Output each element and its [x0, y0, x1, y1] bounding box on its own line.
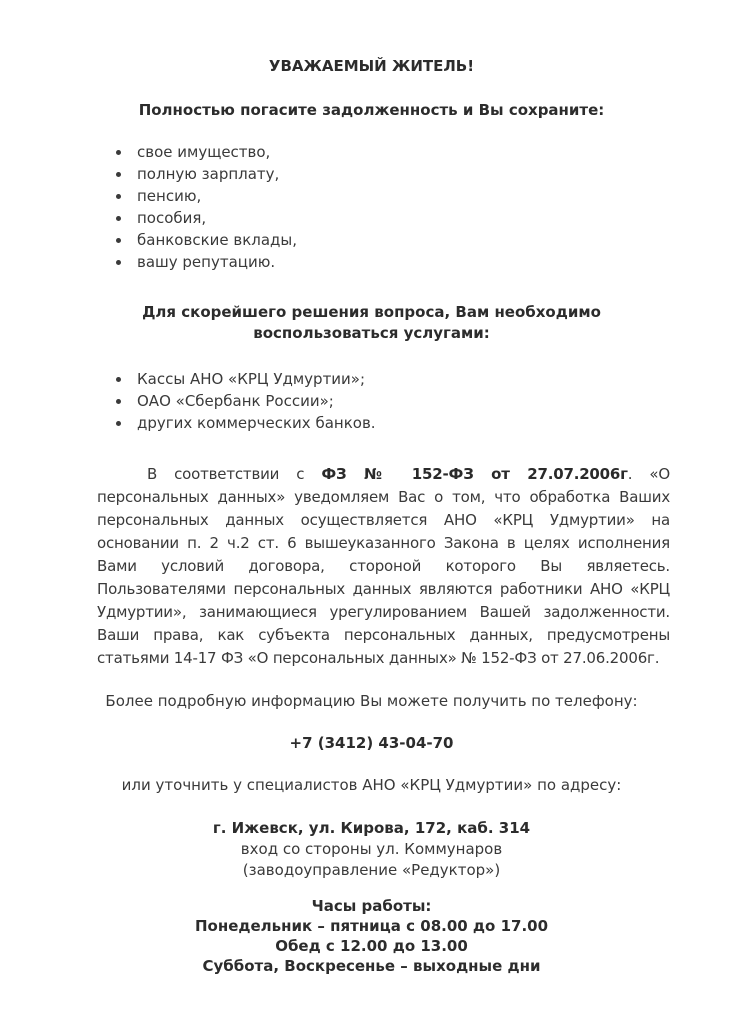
benefits-list: [112, 141, 297, 273]
working-hours: [0, 896, 743, 976]
paragraph-text: В соответствии с: [147, 465, 322, 483]
personal-data-paragraph: [97, 463, 670, 670]
list-item: вашу репутацию.: [112, 251, 297, 273]
paragraph-text: . «О: [627, 465, 670, 483]
hours-weekend: Суббота, Воскресенье – выходные дни: [202, 957, 541, 975]
list-item: банковские вклады,: [112, 229, 297, 251]
subtitle: Полностью погасите задолженность и Вы сохраните:: [138, 101, 605, 119]
services-heading-line: воспользоваться услугами:: [253, 324, 490, 342]
paragraph-line: Вами условий договора, стороной которого Вы являетесь.: [97, 557, 670, 575]
hours-heading: Часы работы:: [311, 897, 432, 915]
address-intro: или уточнить у специалистов АНО «КРЦ Удмуртии» по адресу:: [121, 776, 622, 794]
paragraph-line: Удмуртии», занимающиеся урегулированием Вашей задолженности.: [97, 603, 670, 621]
paragraph-line: статьями 14-17 ФЗ «О персональных данных» № 152-ФЗ от 27.06.2006г.: [97, 649, 660, 667]
list-item: ОАО «Сбербанк России»;: [112, 390, 376, 412]
paragraph-line: Ваши права, как субъекта персональных данных, предусмотрены: [97, 626, 670, 644]
list-item: свое имущество,: [112, 141, 297, 163]
hours-weekdays: Понедельник – пятница с 08.00 до 17.00: [194, 917, 549, 935]
building-note: (заводоуправление «Редуктор»): [242, 861, 501, 879]
hours-lunch: Обед с 12.00 до 13.00: [275, 937, 468, 955]
paragraph-line: Пользователями персональных данных являются работники АНО «КРЦ: [97, 580, 670, 598]
services-heading: [0, 302, 743, 344]
page-title: УВАЖАЕМЫЙ ЖИТЕЛЬ!: [268, 57, 475, 75]
list-item: пенсию,: [112, 185, 297, 207]
list-item: полную зарплату,: [112, 163, 297, 185]
address: г. Ижевск, ул. Кирова, 172, каб. 314: [212, 819, 531, 837]
phone-number: +7 (3412) 43-04-70: [289, 734, 454, 752]
paragraph-line: [97, 463, 670, 486]
paragraph-line: основании п. 2 ч.2 ст. 6 вышеуказанного Закона в целях исполнения: [97, 534, 670, 552]
info-text: Более подробную информацию Вы можете получить по телефону:: [105, 692, 638, 710]
list-item: других коммерческих банков.: [112, 412, 376, 434]
law-reference: ФЗ № 152-ФЗ от 27.07.2006г: [321, 465, 628, 483]
list-item: Кассы АНО «КРЦ Удмуртии»;: [112, 368, 376, 390]
list-item: пособия,: [112, 207, 297, 229]
entrance-note: вход со стороны ул. Коммунаров: [240, 840, 503, 858]
paragraph-line: персональных данных осуществляется АНО «КРЦ Удмуртии» на: [97, 511, 670, 529]
services-list: [112, 368, 376, 434]
paragraph-line: персональных данных» уведомляем Вас о том, что обработка Ваших: [97, 488, 670, 506]
services-heading-line: Для скорейшего решения вопроса, Вам необходимо: [142, 303, 601, 321]
